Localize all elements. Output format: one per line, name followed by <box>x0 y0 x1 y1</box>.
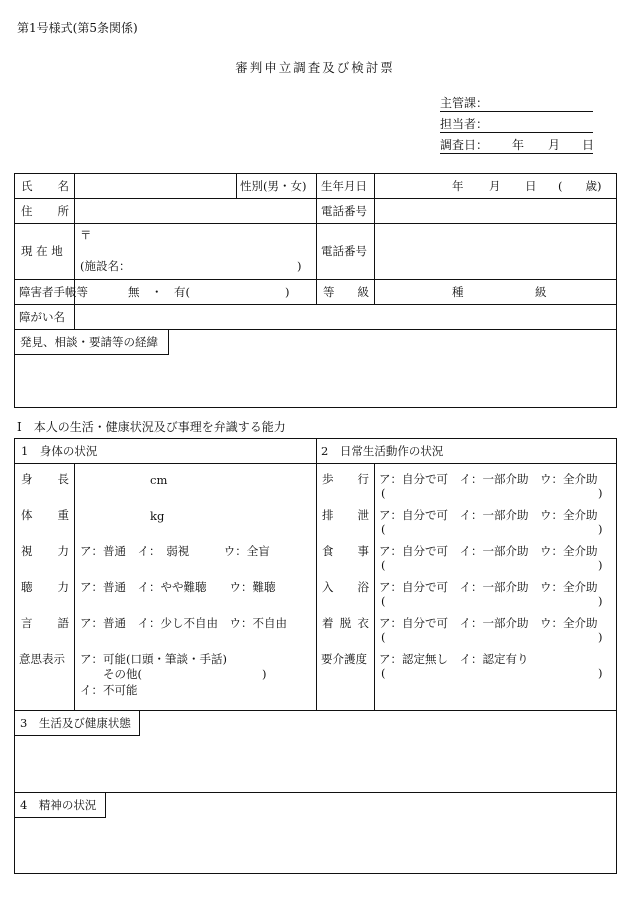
address-label: 住 所 <box>21 204 69 218</box>
birth-day: 日 <box>525 179 537 193</box>
intent-label: 意思表示 <box>19 652 65 666</box>
age-field[interactable]: ( 歳) <box>558 179 602 193</box>
daily-heading: 2 日常生活動作の状況 <box>321 444 444 458</box>
section4-input[interactable] <box>15 819 616 873</box>
weight-label: 体 重 <box>21 508 69 522</box>
date-year: 年 <box>512 138 525 152</box>
speech-options[interactable]: ア：普通 イ：少し不自由 ウ：不自由 <box>80 616 287 630</box>
address-input[interactable] <box>75 199 316 223</box>
department-field[interactable] <box>440 94 593 112</box>
intent-option-a[interactable]: ア：可能(口頭・筆談・手話) <box>80 652 227 666</box>
excretion-label: 排 泄 <box>322 508 369 522</box>
date-label: 調査日： <box>440 138 489 152</box>
intent-other-close: ) <box>262 667 267 681</box>
dressing-options[interactable]: ア：自分で可 イ：一部介助 ウ：全介助 <box>379 616 598 630</box>
facility-label: (施設名： <box>80 259 131 273</box>
vision-options[interactable]: ア：普通 イ： 弱視 ウ：全盲 <box>80 544 270 558</box>
intent-other[interactable]: その他( <box>103 667 142 681</box>
speech-label: 言 語 <box>21 616 69 630</box>
eating-options[interactable]: ア：自分で可 イ：一部介助 ウ：全介助 <box>379 544 598 558</box>
date-month: 月 <box>548 138 561 152</box>
bathing-options[interactable]: ア：自分で可 イ：一部介助 ウ：全介助 <box>379 580 598 594</box>
birth-year: 年 <box>452 179 464 193</box>
excretion-paren-open: ( <box>381 522 386 536</box>
form-style-label: 第1号様式(第5条関係) <box>17 21 138 35</box>
person-label: 担当者： <box>440 117 489 131</box>
disability-name-label: 障がい名 <box>19 310 65 324</box>
phone2-label: 電話番号 <box>321 244 367 258</box>
facility-close: ) <box>297 259 302 273</box>
phone2-input[interactable] <box>375 224 616 279</box>
height-label: 身 長 <box>21 472 69 486</box>
handbook-close: ) <box>285 285 290 299</box>
excretion-options[interactable]: ア：自分で可 イ：一部介助 ウ：全介助 <box>379 508 598 522</box>
bathing-label: 入 浴 <box>322 580 369 594</box>
department-label: 主管課： <box>440 96 489 110</box>
level-label: 級 <box>535 285 547 299</box>
section3-heading: 3 生活及び健康状態 <box>15 711 140 736</box>
weight-unit: kg <box>150 509 165 523</box>
gender-label[interactable]: 性別(男・女) <box>240 179 307 193</box>
phone1-label: 電話番号 <box>321 204 367 218</box>
eating-paren-open: ( <box>381 558 386 572</box>
bathing-paren-open: ( <box>381 594 386 608</box>
grade-label: 等 級 <box>323 285 369 299</box>
form-title: 審判申立調査及び検討票 <box>235 60 395 75</box>
section3-input[interactable] <box>15 737 616 792</box>
vision-label: 視 力 <box>21 544 69 558</box>
walk-paren-close: ) <box>598 486 603 500</box>
birth-month: 月 <box>489 179 501 193</box>
kind-label: 種 <box>452 285 464 299</box>
hearing-options[interactable]: ア：普通 イ：やや難聴 ウ：難聴 <box>80 580 276 594</box>
hearing-label: 聴 力 <box>21 580 69 594</box>
history-label: 発見、相談・要請等の経緯 <box>15 330 169 355</box>
name-label: 氏 名 <box>21 179 69 193</box>
care-level-label: 要介護度 <box>321 652 367 666</box>
care-level-options[interactable]: ア：認定無し イ：認定有り <box>379 652 529 666</box>
section4-heading: 4 精神の状況 <box>15 793 106 818</box>
dressing-label: 着 脱 衣 <box>322 616 369 630</box>
dressing-paren-close: ) <box>598 630 603 644</box>
height-unit: cm <box>150 473 168 487</box>
walk-paren-open: ( <box>381 486 386 500</box>
date-day: 日 <box>582 138 595 152</box>
eating-paren-close: ) <box>598 558 603 572</box>
care-paren-close: ) <box>598 666 603 680</box>
postal-mark: 〒 <box>80 228 92 242</box>
handbook-options[interactable]: 無 ・ 有( <box>128 285 190 299</box>
walk-options[interactable]: ア：自分で可 イ：一部介助 ウ：全介助 <box>379 472 598 486</box>
excretion-paren-close: ) <box>598 522 603 536</box>
eating-label: 食 事 <box>322 544 369 558</box>
bathing-paren-close: ) <box>598 594 603 608</box>
intent-option-b[interactable]: イ：不可能 <box>80 683 138 697</box>
physical-heading: 1 身体の状況 <box>21 444 98 458</box>
birthdate-label: 生年月日 <box>321 179 367 193</box>
current-location-label: 現 在 地 <box>21 244 63 258</box>
history-input[interactable] <box>15 356 616 407</box>
walk-label: 歩 行 <box>322 472 369 486</box>
phone1-input[interactable] <box>375 199 616 223</box>
care-paren-open: ( <box>381 666 386 680</box>
handbook-label: 障害者手帳等 <box>19 285 88 299</box>
disability-name-input[interactable] <box>75 305 616 329</box>
person-field[interactable] <box>440 115 593 133</box>
date-field[interactable] <box>440 136 593 154</box>
section1-heading: Ⅰ 本人の生活・健康状況及び事理を弁識する能力 <box>17 420 286 434</box>
dressing-paren-open: ( <box>381 630 386 644</box>
name-input[interactable] <box>75 174 236 198</box>
